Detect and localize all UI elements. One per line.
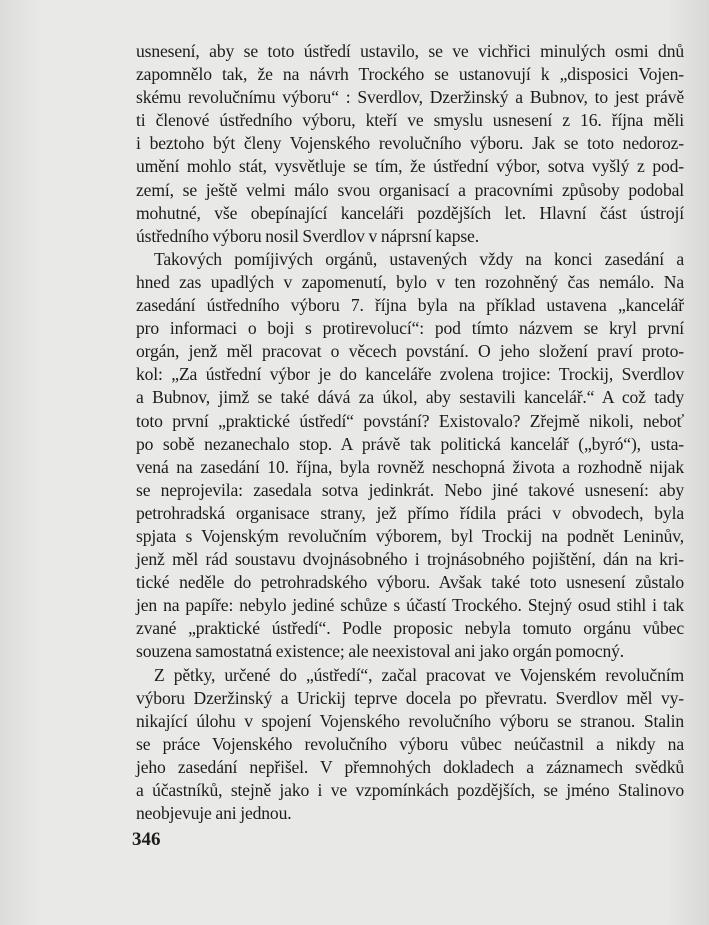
text-line: toto první „praktické ústředí“ povstání? Existovalo? Zřejmě nikoli, neboť bbox=[136, 410, 684, 431]
text-line: kol: „Za ústřední výbor je do kanceláře zvolena trojice: Trockij, Sverdlov bbox=[136, 364, 684, 385]
text-line: umění mohlo stát, vysvětluje se tím, že ústřední výbor, sotva vyšlý z pod- bbox=[136, 156, 684, 177]
text-line: nikající úlohu v spojení Vojenského revolučního výboru se stranou. Stalin bbox=[136, 710, 684, 731]
body-text bbox=[136, 40, 684, 825]
text-line: ústředního výboru nosil Sverdlov v náprsní kapse. bbox=[136, 225, 479, 246]
paragraph bbox=[136, 664, 684, 826]
text-line: mohutné, vše obepínající kanceláři pozdějších let. Hlavní část ústrojí bbox=[136, 202, 684, 223]
text-line: jenž měl rád soustavu dvojnásobného i trojnásobného pojištění, dán na kri- bbox=[136, 549, 684, 570]
page-number: 346 bbox=[132, 829, 161, 850]
text-line: zemí, se ještě velmi málo svou organisací a pracovními způsoby podobal bbox=[136, 179, 684, 200]
text-line: Takových pomíjivých orgánů, ustavených vždy na konci zasedání a bbox=[154, 248, 684, 269]
text-line: petrohradská organisace strany, jež přímo řídila práci v obvodech, byla bbox=[136, 502, 684, 523]
paragraph bbox=[136, 40, 684, 248]
text-line: hned zas upadlých v zapomenutí, bylo v ten rozohněný čas nemálo. Na bbox=[136, 271, 684, 292]
text-line: skému revolučnímu výboru“ : Sverdlov, Dzeržinský a Bubnov, to jest právě bbox=[136, 87, 684, 108]
text-line: i beztoho být členy Vojenského revolučního výboru. Jak se toto nedoroz- bbox=[136, 133, 684, 154]
text-line: jen na papíře: nebylo jediné schůze s účastí Trockého. Stejný osud stihl i tak bbox=[136, 595, 684, 616]
text-line: zasedání ústředního výboru 7. října byla na příklad ustavena „kancelář bbox=[136, 295, 684, 316]
text-line: usnesení, aby se toto ústředí ustavilo, se ve vichřici minulých osmi dnů bbox=[136, 41, 684, 61]
text-line: vená na zasedání 10. října, byla rovněž neschopná života a rozhodně nijak bbox=[136, 456, 684, 477]
text-line: se práce Vojenského revolučního výboru vůbec neúčastnil a nikdy na bbox=[136, 733, 684, 754]
text-line: po sobě nezanechalo stop. A právě tak politická kancelář („byró“), usta- bbox=[136, 433, 684, 454]
text-line: Z pětky, určené do „ústředí“, začal pracovat ve Vojenském revolučním bbox=[154, 664, 684, 685]
text-line: zapomnělo tak, že na návrh Trockého se ustanovují k „disposici Vojen- bbox=[136, 64, 684, 85]
text-line: tické neděle do petrohradského výboru. Avšak také toto usnesení zůstalo bbox=[136, 572, 684, 593]
text-line: spjata s Vojenským revolučním výborem, byl Trockij na podnět Leninův, bbox=[136, 525, 684, 546]
text-line: a účastníků, stejně jako i ve vzpomínkách pozdějších, se jméno Stalinovo bbox=[136, 780, 684, 800]
text-line: výboru Dzeržinský a Urickij teprve docela po převratu. Sverdlov měl vy- bbox=[136, 687, 684, 708]
text-line: jeho zasedání nepřišel. V přemnohých dokladech a záznamech svědků bbox=[136, 756, 684, 777]
text-line: pro informaci o boji s protirevolucí“: pod tímto názvem se kryl první bbox=[136, 318, 684, 339]
text-line: a Bubnov, jimž se také dává za úkol, aby sestavili kancelář.“ A což tady bbox=[136, 387, 684, 408]
text-line: orgán, jenž měl pracovat o věcech povstání. O jeho složení praví proto- bbox=[136, 341, 684, 362]
text-line: neobjevuje ani jednou. bbox=[136, 803, 292, 824]
text-line: ti členové ústředního výboru, kteří ve smyslu usnesení z 16. října měli bbox=[136, 110, 684, 131]
text-line: se neprojevila: zasedala sotva jedinkrát. Nebo jiné takové usnesení: aby bbox=[136, 479, 684, 500]
text-line: souzena samostatná existence; ale neexistoval ani jako orgán pomocný. bbox=[136, 641, 625, 662]
paragraph bbox=[136, 248, 684, 664]
text-line: zvané „praktické ústředí“. Podle proposic nebyla tomuto orgánu vůbec bbox=[136, 618, 684, 639]
